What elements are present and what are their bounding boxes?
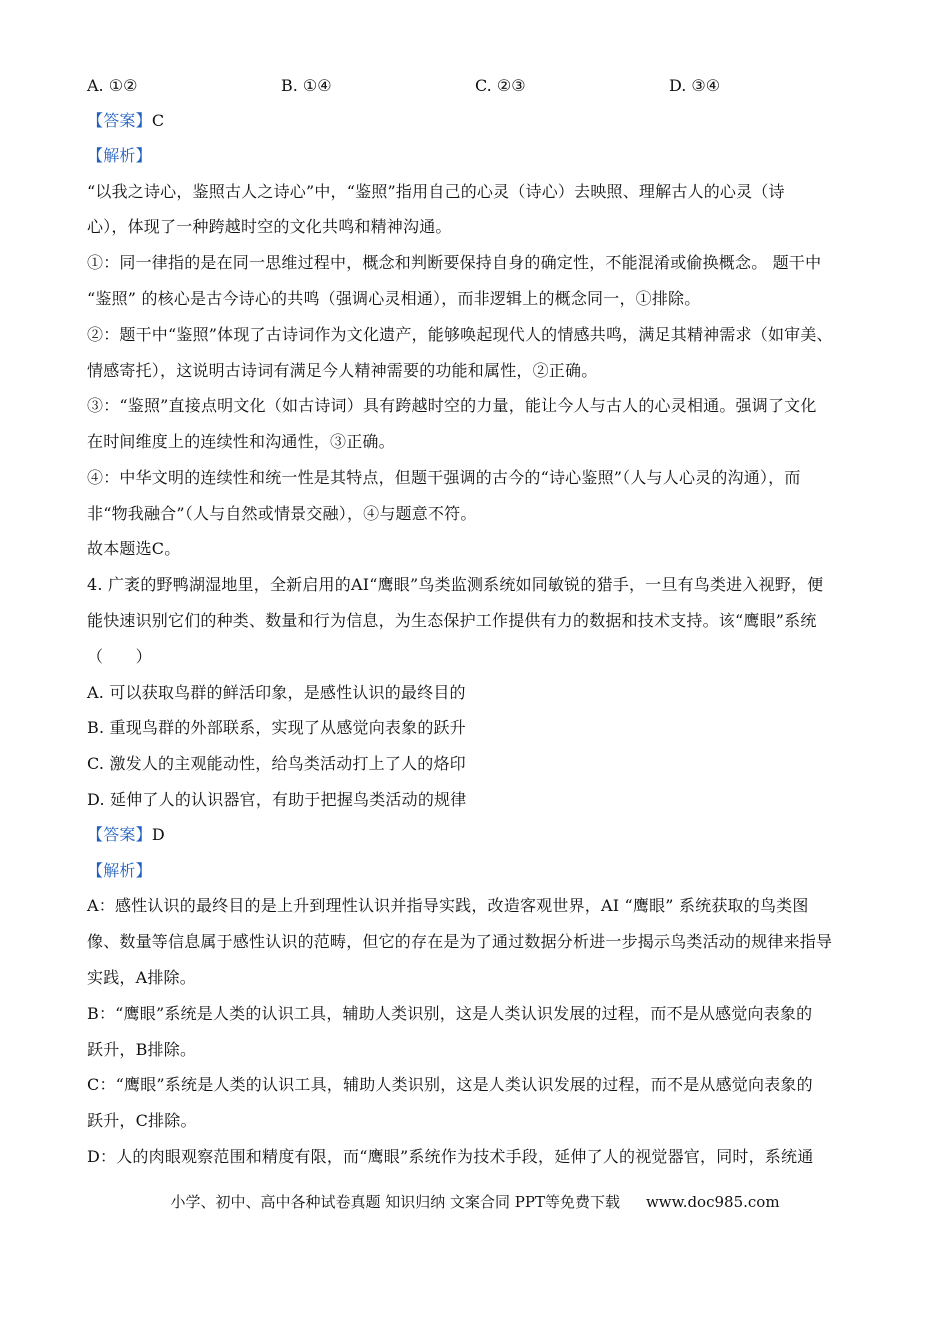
page-footer	[0, 1192, 950, 1212]
q4-option-d: D. 延伸了人的认识器官，有助于把握鸟类活动的规律	[87, 790, 467, 809]
footer-url[interactable]: www.doc985.com	[645, 1193, 780, 1211]
footer-text: 小学、初中、高中各种试卷真题 知识归纳 文案合同 PPT等免费下载	[170, 1193, 620, 1211]
question-4-stem: 能快速识别它们的种类、数量和行为信息，为生态保护工作提供有力的数据和技术支持。该“鹰眼”系统	[87, 611, 817, 630]
answer-value: C	[151, 111, 165, 130]
question-4-stem: 4. 广袤的野鸭湖湿地里，全新启用的AI“鹰眼”鸟类监测系统如同敏锐的猎手，一旦有鸟类进入视野，便	[87, 575, 824, 594]
analysis-line: ③：“鉴照”直接点明文化（如古诗词）具有跨越时空的力量，能让今人与古人的心灵相通。强调了文化	[87, 396, 817, 415]
option-c: C. ②③	[475, 76, 526, 95]
prev-question-options	[87, 76, 867, 98]
q4-answer	[87, 825, 867, 845]
option-d: D. ③④	[669, 76, 721, 95]
analysis-tag: 【解析】	[87, 146, 152, 165]
q4-option-b: B. 重现鸟群的外部联系，实现了从感觉向表象的跃升	[87, 718, 466, 737]
analysis-conclusion: 故本题选C。	[87, 539, 181, 558]
q4-analysis-line: B：“鹰眼”系统是人类的认识工具，辅助人类识别，这是人类认识发展的过程，而不是从感觉向表象的	[87, 1004, 813, 1023]
analysis-line: ②：题干中“鉴照”体现了古诗词作为文化遗产，能够唤起现代人的情感共鸣，满足其精神需求（如审美、	[87, 325, 833, 344]
analysis-line: “以我之诗心，鉴照古人之诗心”中，“鉴照”指用自己的心灵（诗心）去映照、理解古人的心灵（诗	[87, 182, 785, 201]
q4-analysis-line: C：“鹰眼”系统是人类的认识工具，辅助人类识别，这是人类认识发展的过程，而不是从感觉向表象的	[87, 1075, 813, 1094]
analysis-line: 情感寄托），这说明古诗词有满足今人精神需要的功能和属性，②正确。	[87, 361, 598, 380]
q4-analysis-line: 实践，A排除。	[87, 968, 196, 987]
question-4-blank: （ ）	[87, 647, 152, 666]
analysis-tag: 【解析】	[87, 861, 152, 880]
answer-tag: 【答案】	[87, 825, 152, 844]
option-a: A. ①②	[87, 76, 138, 95]
analysis-line: ①：同一律指的是在同一思维过程中，概念和判断要保持自身的确定性，不能混淆或偷换概念。 题干中	[87, 253, 822, 272]
prev-analysis-heading	[87, 146, 867, 166]
q4-analysis-line: A：感性认识的最终目的是上升到理性认识并指导实践，改造客观世界，AI “鹰眼” 系统获取的鸟类图	[87, 896, 809, 915]
q4-analysis-line: 像、数量等信息属于感性认识的范畴，但它的存在是为了通过数据分析进一步揭示鸟类活动的规律来指导	[87, 932, 833, 951]
analysis-line: 心），体现了一种跨越时空的文化共鸣和精神沟通。	[87, 217, 452, 236]
q4-analysis-heading	[87, 861, 867, 881]
answer-value: D	[151, 825, 165, 844]
analysis-line: ④：中华文明的连续性和统一性是其特点，但题干强调的古今的“诗心鉴照”（人与人心灵的沟通），而	[87, 468, 801, 487]
option-b: B. ①④	[281, 76, 332, 95]
q4-analysis-line: 跃升，B排除。	[87, 1040, 197, 1059]
analysis-line: 在时间维度上的连续性和沟通性，③正确。	[87, 432, 395, 451]
analysis-line: 非“物我融合”（人与自然或情景交融），④与题意不符。	[87, 504, 477, 523]
q4-analysis-line: D：人的肉眼观察范围和精度有限，而“鹰眼”系统作为技术手段，延伸了人的视觉器官，同时，系统通	[87, 1147, 814, 1166]
q4-option-a: A. 可以获取鸟群的鲜活印象，是感性认识的最终目的	[87, 683, 466, 702]
analysis-line: “鉴照” 的核心是古今诗心的共鸣（强调心灵相通），而非逻辑上的概念同一，①排除。	[87, 289, 701, 308]
prev-answer	[87, 111, 867, 131]
answer-tag: 【答案】	[87, 111, 152, 130]
q4-analysis-line: 跃升，C排除。	[87, 1111, 197, 1130]
q4-option-c: C. 激发人的主观能动性，给鸟类活动打上了人的烙印	[87, 754, 466, 773]
